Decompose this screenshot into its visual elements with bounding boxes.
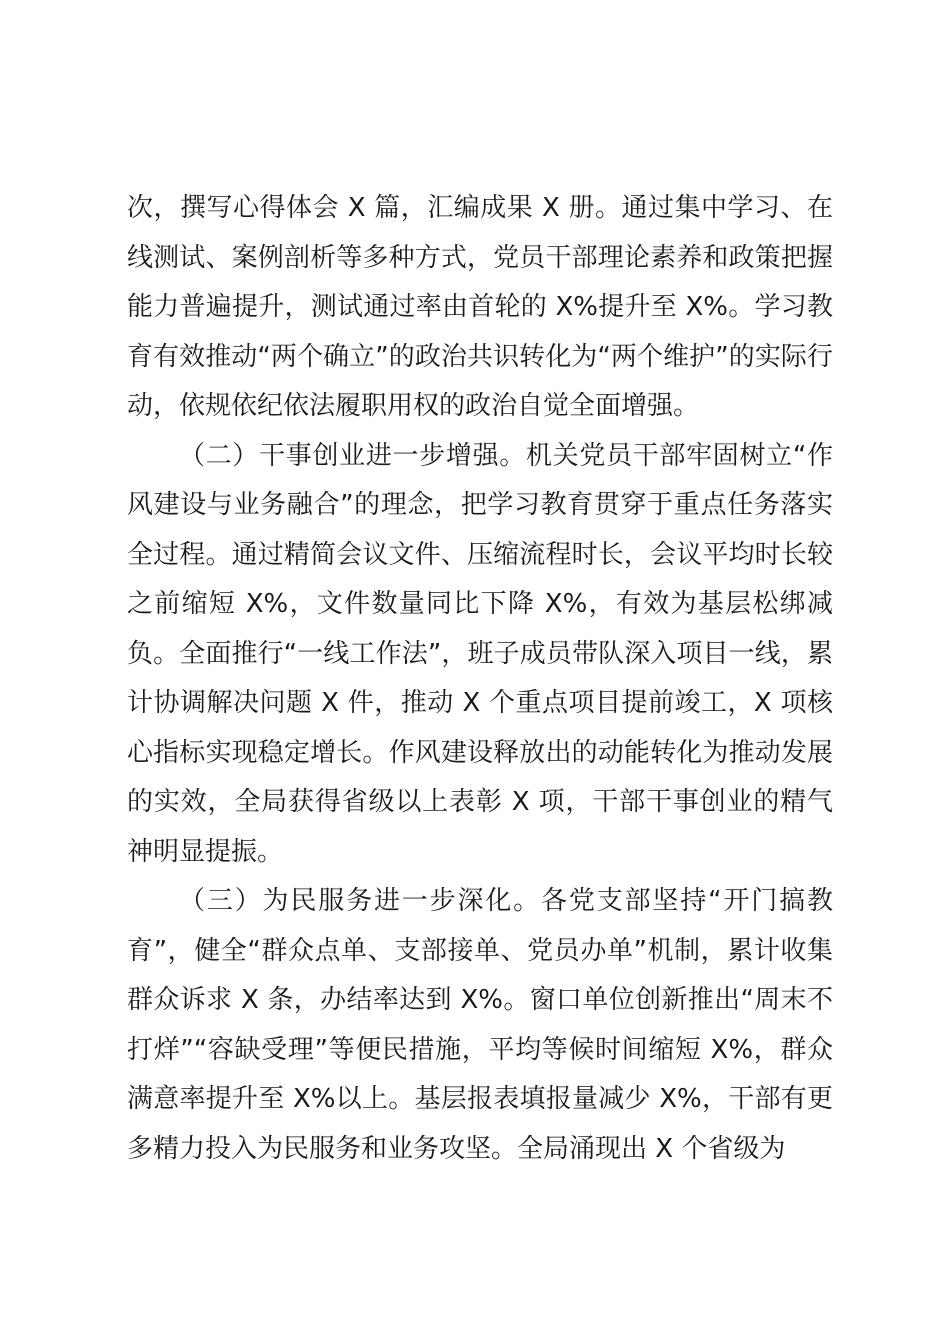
- paragraph-section-two: （二）干事创业进一步增强。机关党员干部牢固树立“作风建设与业务融合”的理念，把学习教育贯穿于重点任务落实全过程。通过精简会议文件、压缩流程时长，会议平均时长较之前缩短 X%，文件数量同比下降 X%，有效为基层松绑减负。全面推行“一线工作法”，班子成员带队深入项目一线，累计协调解决问题 X 件，推动 X 个重点项目提前竣工，X 项核心指标实现稳定增长。作风建设释放出的动能转化为推动发展的实效，全局获得省级以上表彰 X 项，干部干事创业的精气神明显提振。: [127, 440, 833, 867]
- paragraph-continuation: 次，撰写心得体会 X 篇，汇编成果 X 册。通过集中学习、在线测试、案例剖析等多种方式，党员干部理论素养和政策把握能力普遍提升，测试通过率由首轮的 X%提升至 X%。学习教育有效推动“两个确立”的政治共识转化为“两个维护”的实际行动，依规依纪依法履职用权的政治自觉全面增强。: [127, 193, 833, 421]
- paragraph-section-three: （三）为民服务进一步深化。各党支部坚持“开门搞教育”，健全“群众点单、支部接单、党员办单”机制，累计收集群众诉求 X 条，办结率达到 X%。窗口单位创新推出“周末不打烊”“容缺受理”等便民措施，平均等候时间缩短 X%，群众满意率提升至 X%以上。基层报表填报量减少 X%，干部有更多精力投入为民服务和业务攻坚。全局涌现出 X 个省级为: [127, 886, 833, 1164]
- document-body: [127, 184, 833, 1174]
